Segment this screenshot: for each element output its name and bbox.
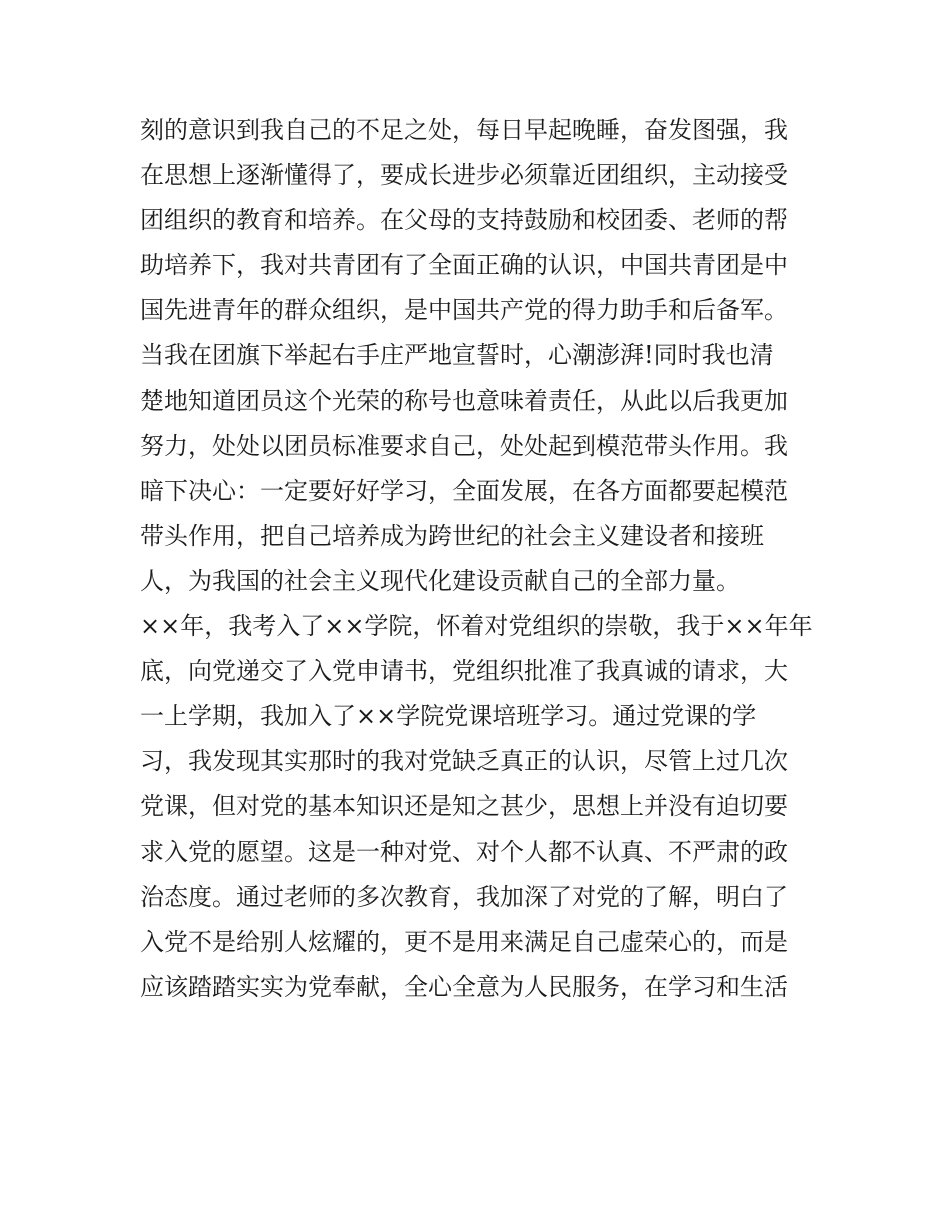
text-line: 暗下决心：一定要好好学习，全面发展，在各方面都要起模范 [140, 476, 788, 505]
text-line: 一上学期，我加入了××学院党课培班学习。通过党课的学 [140, 702, 757, 731]
text-body [140, 108, 830, 1010]
text-line: 应该踏踏实实为党奉献，全心全意为人民服务，在学习和生活 [140, 972, 788, 1001]
text-line: 当我在团旗下举起右手庄严地宣誓时，心潮澎湃!同时我也清 [140, 341, 774, 370]
text-line: 习，我发现其实那时的我对党缺乏真正的认识，尽管上过几次 [140, 747, 788, 776]
text-line: 国先进青年的群众组织，是中国共产党的得力助手和后备军。 [140, 296, 788, 325]
text-line: 求入党的愿望。这是一种对党、对个人都不认真、不严肃的政 [140, 837, 788, 866]
text-line: 入党不是给别人炫耀的，更不是用来满足自己虚荣心的，而是 [140, 927, 788, 956]
text-line: 治态度。通过老师的多次教育，我加深了对党的了解，明白了 [140, 882, 788, 911]
text-line: 在思想上逐渐懂得了，要成长进步必须靠近团组织，主动接受 [140, 161, 788, 190]
text-line: 党课，但对党的基本知识还是知之甚少，思想上并没有迫切要 [140, 792, 788, 821]
text-line: 底，向党递交了入党申请书，党组织批准了我真诚的请求，大 [140, 657, 788, 686]
text-line: 助培养下，我对共青团有了全面正确的认识，中国共青团是中 [140, 251, 788, 280]
text-line: 团组织的教育和培养。在父母的支持鼓励和校团委、老师的帮 [140, 206, 788, 235]
text-line: 楚地知道团员这个光荣的称号也意味着责任，从此以后我更加 [140, 386, 788, 415]
text-line: 人，为我国的社会主义现代化建设贡献自己的全部力量。 [140, 566, 740, 595]
text-line: 努力，处处以团员标准要求自己，处处起到模范带头作用。我 [140, 431, 788, 460]
text-line: ××年，我考入了××学院，怀着对党组织的崇敬，我于××年年 [140, 612, 813, 641]
text-line: 带头作用，把自己培养成为跨世纪的社会主义建设者和接班 [140, 521, 764, 550]
text-line: 刻的意识到我自己的不足之处，每日早起晚睡，奋发图强，我 [140, 116, 788, 144]
